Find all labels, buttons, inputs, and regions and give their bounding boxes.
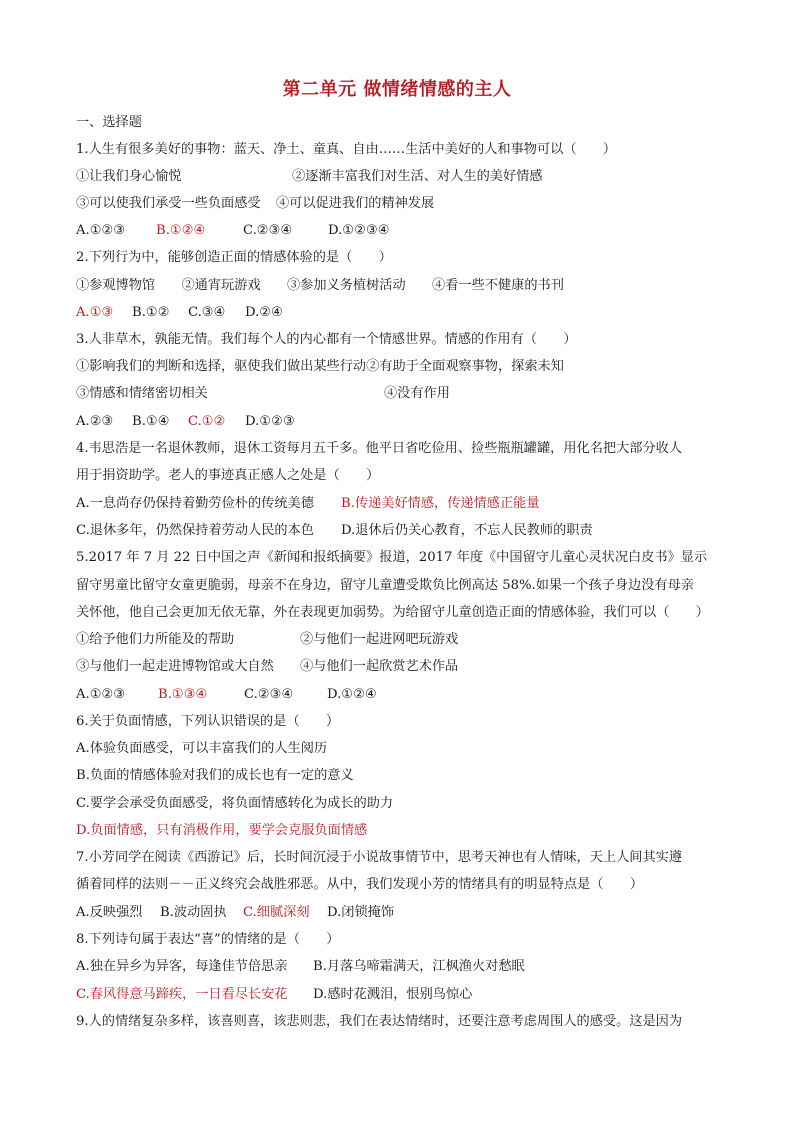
q7-option-d: D.闭锁掩饰 bbox=[327, 905, 395, 920]
q3-option-d: D.①②③ bbox=[245, 414, 295, 429]
q4-option-c: C.退休多年，仍然保持着劳动人民的本色 bbox=[76, 523, 314, 538]
q2-option-b: B.①② bbox=[132, 305, 170, 320]
question-7-options bbox=[76, 904, 395, 922]
section-heading: 一、选择题 bbox=[76, 115, 142, 130]
q8-option-a: A.独在异乡为异客，每逢佳节倍思亲 bbox=[76, 959, 288, 974]
question-3-stem: 3.人非草木，孰能无情。我们每个人的内心都有一个情感世界。情感的作用有（ ） bbox=[76, 332, 577, 347]
q1-item-1: ①让我们身心愉悦 bbox=[76, 169, 182, 184]
q5-option-a: A.①②③ bbox=[76, 687, 126, 702]
q3-option-a: A.②③ bbox=[76, 414, 114, 429]
q3-item-3: ③情感和情绪密切相关 bbox=[76, 386, 208, 401]
question-8-options-row-2 bbox=[76, 986, 473, 1004]
question-7-stem-line-2: 循着同样的法则－－正义终究会战胜邪恶。从中，我们发现小芳的情绪具有的明显特点是（ ） bbox=[76, 877, 644, 892]
question-8-options-row-1 bbox=[76, 958, 525, 976]
q7-option-c-answer: C.细腻深刻 bbox=[243, 905, 310, 920]
q6-option-c: C.要学会承受负面感受，将负面情感转化为成长的助力 bbox=[76, 796, 394, 811]
question-4-stem-line-2: 用于捐资助学。老人的事迹真正感人之处是（ ） bbox=[76, 468, 380, 483]
question-4-stem-line-1: 4.韦思浩是一名退休教师，退休工资每月五千多。他平日省吃俭用、捡些瓶瓶罐罐，用化名把大部分收人 bbox=[76, 441, 683, 456]
q5-item-3: ③与他们一起走进博物馆或大自然 bbox=[76, 659, 274, 674]
question-1-options bbox=[76, 222, 390, 240]
q6-option-b: B.负面的情感体验对我们的成长也有一定的意义 bbox=[76, 768, 354, 783]
question-5-items-row-2 bbox=[76, 658, 459, 676]
q5-option-b-answer: B.①③④ bbox=[158, 687, 208, 702]
question-2-options bbox=[76, 304, 283, 322]
q2-option-a-answer: A.①③ bbox=[76, 305, 114, 320]
q5-item-1: ①给予他们力所能及的帮助 bbox=[76, 632, 235, 647]
q2-option-d: D.②④ bbox=[245, 305, 283, 320]
page-title: 第二单元 做情绪情感的主人 bbox=[282, 79, 512, 100]
question-7-stem-line-1: 7.小芳同学在阅读《西游记》后，长时间沉浸于小说故事情节中，思考天神也有人情味，天上人间其实遵 bbox=[76, 850, 683, 865]
q1-option-b-answer: B.①②④ bbox=[156, 223, 206, 238]
q1-item-4: ④可以促进我们的精神发展 bbox=[276, 196, 435, 211]
q1-option-d: D.①②③④ bbox=[328, 223, 390, 238]
q1-item-3: ③可以使我们承受一些负面感受 bbox=[76, 196, 261, 211]
question-5-items-row-1 bbox=[76, 631, 459, 649]
question-1-items-row-1 bbox=[76, 168, 543, 186]
question-1-items-row-2 bbox=[76, 195, 435, 213]
q5-option-d: D.①②④ bbox=[327, 687, 377, 702]
question-9-stem-line-1: 9.人的情绪复杂多样，该喜则喜，该悲则悲，我们在表达情绪时，还要注意考虑周围人的感受。这是因为 bbox=[76, 1014, 683, 1029]
question-3-items-row-1: ①影响我们的判断和选择，驱使我们做出某些行动②有助于全面观察事物，探索未知 bbox=[76, 359, 564, 374]
question-5-stem-line-3: 关怀他，他自己会更加无依无靠，外在表现更加弱势。为给留守儿童创造正面的情感体验，我们可以（ ） bbox=[76, 605, 709, 620]
question-5-stem-line-2: 留守男童比留守女童更脆弱，母亲不在身边，留守儿童遭受欺负比例高达 58%.如果一个孩子身边没有母亲 bbox=[76, 578, 694, 593]
q5-item-2: ②与他们一起进网吧玩游戏 bbox=[300, 632, 459, 647]
question-5-stem-line-1: 5.2017 年 7 月 22 日中国之声《新闻和报纸摘要》报道，2017 年度《中国留守儿童心灵状况白皮书》显示 bbox=[76, 550, 708, 565]
question-2-stem: 2.下列行为中，能够创造正面的情感体验的是（ ） bbox=[76, 250, 392, 265]
q1-item-2: ②逐渐丰富我们对生活、对人生的美好情感 bbox=[292, 169, 543, 184]
q1-option-a: A.①②③ bbox=[76, 223, 126, 238]
question-1-stem: 1.人生有很多美好的事物：蓝天、净土、童真、自由……生活中美好的人和事物可以（ ） bbox=[76, 142, 617, 157]
q3-item-4: ④没有作用 bbox=[384, 386, 450, 401]
question-6-stem: 6.关于负面情感，下列认识错误的是（ ） bbox=[76, 714, 340, 729]
q2-option-c: C.③④ bbox=[188, 305, 226, 320]
q4-option-d: D.退休后仍关心教育，不忘人民教师的职责 bbox=[341, 523, 593, 538]
question-4-options-row-1 bbox=[76, 495, 540, 513]
question-4-options-row-2 bbox=[76, 522, 593, 540]
q5-option-c: C.②③④ bbox=[244, 687, 294, 702]
q4-option-b-answer: B.传递美好情感，传递情感正能量 bbox=[341, 496, 540, 511]
q3-option-c-answer: C.①② bbox=[188, 414, 226, 429]
q7-option-a: A.反映强烈 bbox=[76, 905, 143, 920]
q6-option-a: A.体验负面感受，可以丰富我们的人生阅历 bbox=[76, 741, 328, 756]
q7-option-b: B.波动固执 bbox=[160, 905, 227, 920]
question-3-options bbox=[76, 413, 295, 431]
question-2-items: ①参观博物馆 ②通宵玩游戏 ③参加义务植树活动 ④看一些不健康的书刊 bbox=[76, 278, 564, 293]
q8-option-c-answer: C.春风得意马蹄疾，一日看尽长安花 bbox=[76, 987, 288, 1002]
question-8-stem: 8.下列诗句属于表达“喜”的情绪的是（ ） bbox=[76, 932, 340, 947]
q3-option-b: B.①④ bbox=[132, 414, 170, 429]
q8-option-d: D.感时花溅泪，恨别鸟惊心 bbox=[313, 987, 473, 1002]
q8-option-b: B.月落乌啼霜满天，江枫渔火对愁眠 bbox=[313, 959, 525, 974]
q4-option-a: A.一息尚存仍保持着勤劳俭朴的传统美德 bbox=[76, 496, 314, 511]
q6-option-d-answer: D.负面情感，只有消极作用，要学会克服负面情感 bbox=[76, 823, 368, 838]
question-3-items-row-2 bbox=[76, 385, 450, 403]
q1-option-c: C.②③④ bbox=[243, 223, 293, 238]
q5-item-4: ④与他们一起欣赏艺术作品 bbox=[300, 659, 459, 674]
question-5-options bbox=[76, 686, 377, 704]
